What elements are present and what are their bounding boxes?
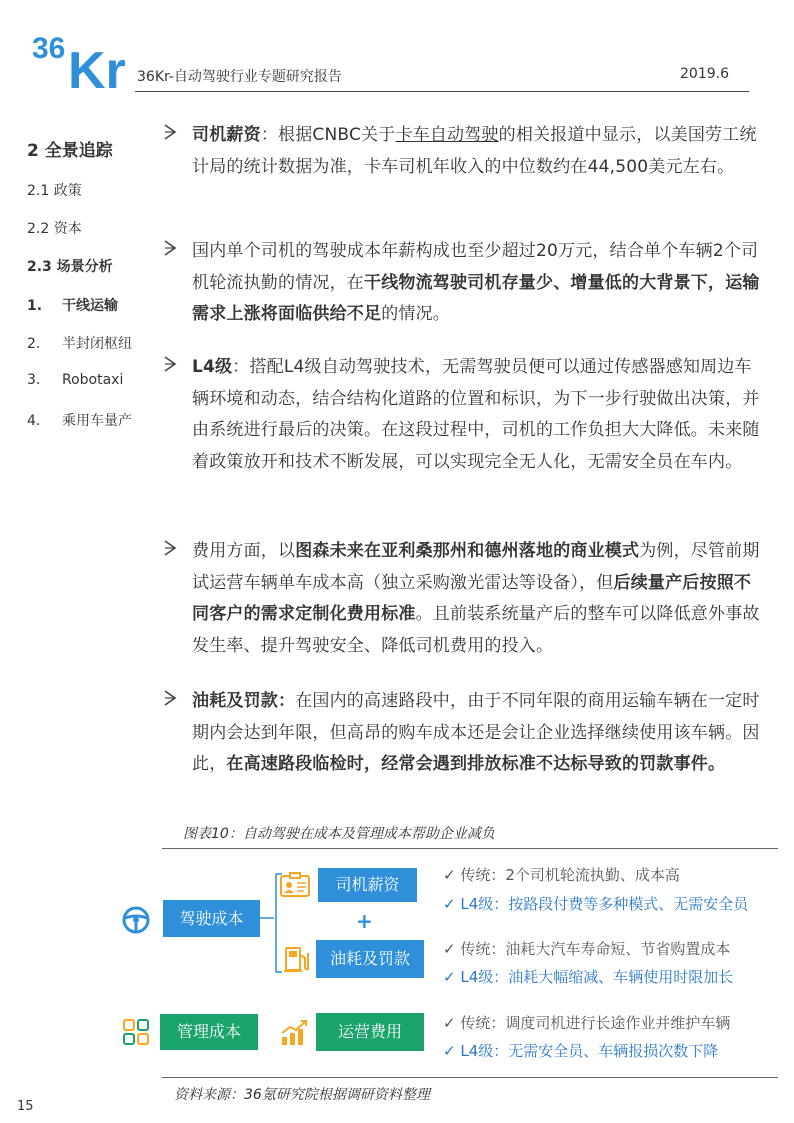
toc-item-scenario[interactable]: 2.3 场景分析	[27, 259, 113, 275]
check-icon: ✓	[443, 940, 456, 958]
note-salary-traditional: ✓ 传统：2个司机轮流执勤、成本高	[443, 866, 680, 884]
arrow-bullet-icon	[162, 122, 178, 142]
check-icon: ✓	[443, 866, 456, 884]
steering-wheel-icon	[122, 906, 150, 934]
note-ops-traditional: ✓ 传统：调度司机进行长途作业并维护车辆	[443, 1014, 731, 1032]
id-card-icon	[280, 872, 310, 898]
toc-item-passenger-car[interactable]: 4. 乘用车量产	[27, 413, 132, 429]
management-cost-box: 管理成本	[160, 1014, 258, 1050]
figure-bottom-rule	[162, 1077, 778, 1078]
driving-cost-box: 驾驶成本	[163, 900, 260, 937]
bullet-domestic-cost: 国内单个司机的驾驶成本年薪构成也至少超过20万元，结合单个车辆2个司机轮流执勤的情况，在干线物流驾驶司机存量少、增量低的大背景下，运输需求上涨将面临供给不足的情况。	[162, 236, 762, 331]
toc-section-title: 2 全景追踪	[27, 141, 113, 161]
svg-text:36: 36	[32, 32, 66, 65]
arrow-bullet-icon	[162, 688, 178, 708]
fuel-pump-icon	[283, 945, 311, 973]
note-fuel-traditional: ✓ 传统：油耗大汽车寿命短、节省购置成本	[443, 940, 731, 958]
toc-item-policy[interactable]: 2.1 政策	[27, 183, 82, 199]
grid-apps-icon	[122, 1018, 150, 1046]
36kr-logo	[32, 30, 136, 92]
figure-top-rule	[162, 848, 778, 849]
operating-cost-box: 运营费用	[316, 1013, 424, 1051]
bar-chart-trend-icon	[280, 1017, 310, 1047]
driver-salary-box: 司机薪资	[318, 868, 417, 902]
bullet-l4: L4级：搭配L4级自动驾驶技术，无需驾驶员便可以通过传感器感知周边车辆环境和动态，结合结构化道路的位置和标识，为下一步行驶做出决策，并由系统进行最后的决策。在这段过程中，司机的工作负担大大降低。未来随着政策放开和技术不断发展，可以实现完全无人化，无需安全员在车内。	[162, 352, 762, 478]
report-title: 36Kr-自动驾驶行业专题研究报告	[137, 69, 342, 85]
note-salary-l4: ✓ L4级：按路段付费等多种模式、无需安全员	[443, 895, 749, 913]
svg-text:Kr: Kr	[68, 42, 126, 92]
toc-item-semi-closed-hub[interactable]: 2. 半封闭枢纽	[27, 336, 132, 352]
arrow-bullet-icon	[162, 238, 178, 258]
check-icon: ✓	[443, 1042, 456, 1060]
fuel-fines-box: 油耗及罚款	[316, 940, 424, 978]
note-fuel-l4: ✓ L4级：油耗大幅缩减、车辆使用时限加长	[443, 968, 734, 986]
toc-item-trunk-transport[interactable]: 1. 干线运输	[27, 298, 118, 314]
plus-sign: +	[356, 909, 373, 933]
bullet-fuel-fines: 油耗及罚款：在国内的高速路段中，由于不同年限的商用运输车辆在一定时期内会达到年限，但高昂的购车成本还是会让企业选择继续使用该车辆。因此，在高速路段临检时，经常会遇到排放标准不达标导致的罚款事件。	[162, 686, 762, 781]
check-icon: ✓	[443, 895, 456, 913]
header-divider	[135, 91, 749, 92]
check-icon: ✓	[443, 1014, 456, 1032]
report-date: 2019.6	[680, 66, 729, 82]
arrow-bullet-icon	[162, 538, 178, 558]
toc-item-robotaxi[interactable]: 3. Robotaxi	[27, 372, 124, 388]
figure-caption: 图表10：自动驾驶在成本及管理成本帮助企业减负	[183, 826, 495, 842]
arrow-bullet-icon	[162, 354, 178, 374]
toc-item-capital[interactable]: 2.2 资本	[27, 221, 82, 237]
figure-source: 资料来源：36氪研究院根据调研资料整理	[174, 1087, 430, 1103]
note-ops-l4: ✓ L4级：无需安全员、车辆报损次数下降	[443, 1042, 719, 1060]
page-number: 15	[17, 1099, 34, 1114]
bullet-expenses: 费用方面，以图森未来在亚利桑那州和德州落地的商业模式为例，尽管前期试运营车辆单车成本高（独立采购激光雷达等设备），但后续量产后按照不同客户的需求定制化费用标准。且前装系统量产后的整车可以降低意外事故发生率、提升驾驶安全、降低司机费用的投入。	[162, 536, 762, 662]
check-icon: ✓	[443, 968, 456, 986]
bullet-driver-salary: 司机薪资：根据CNBC关于卡车自动驾驶的相关报道中显示，以美国劳工统计局的统计数据为准，卡车司机年收入的中位数约在44,500美元左右。	[162, 120, 762, 183]
